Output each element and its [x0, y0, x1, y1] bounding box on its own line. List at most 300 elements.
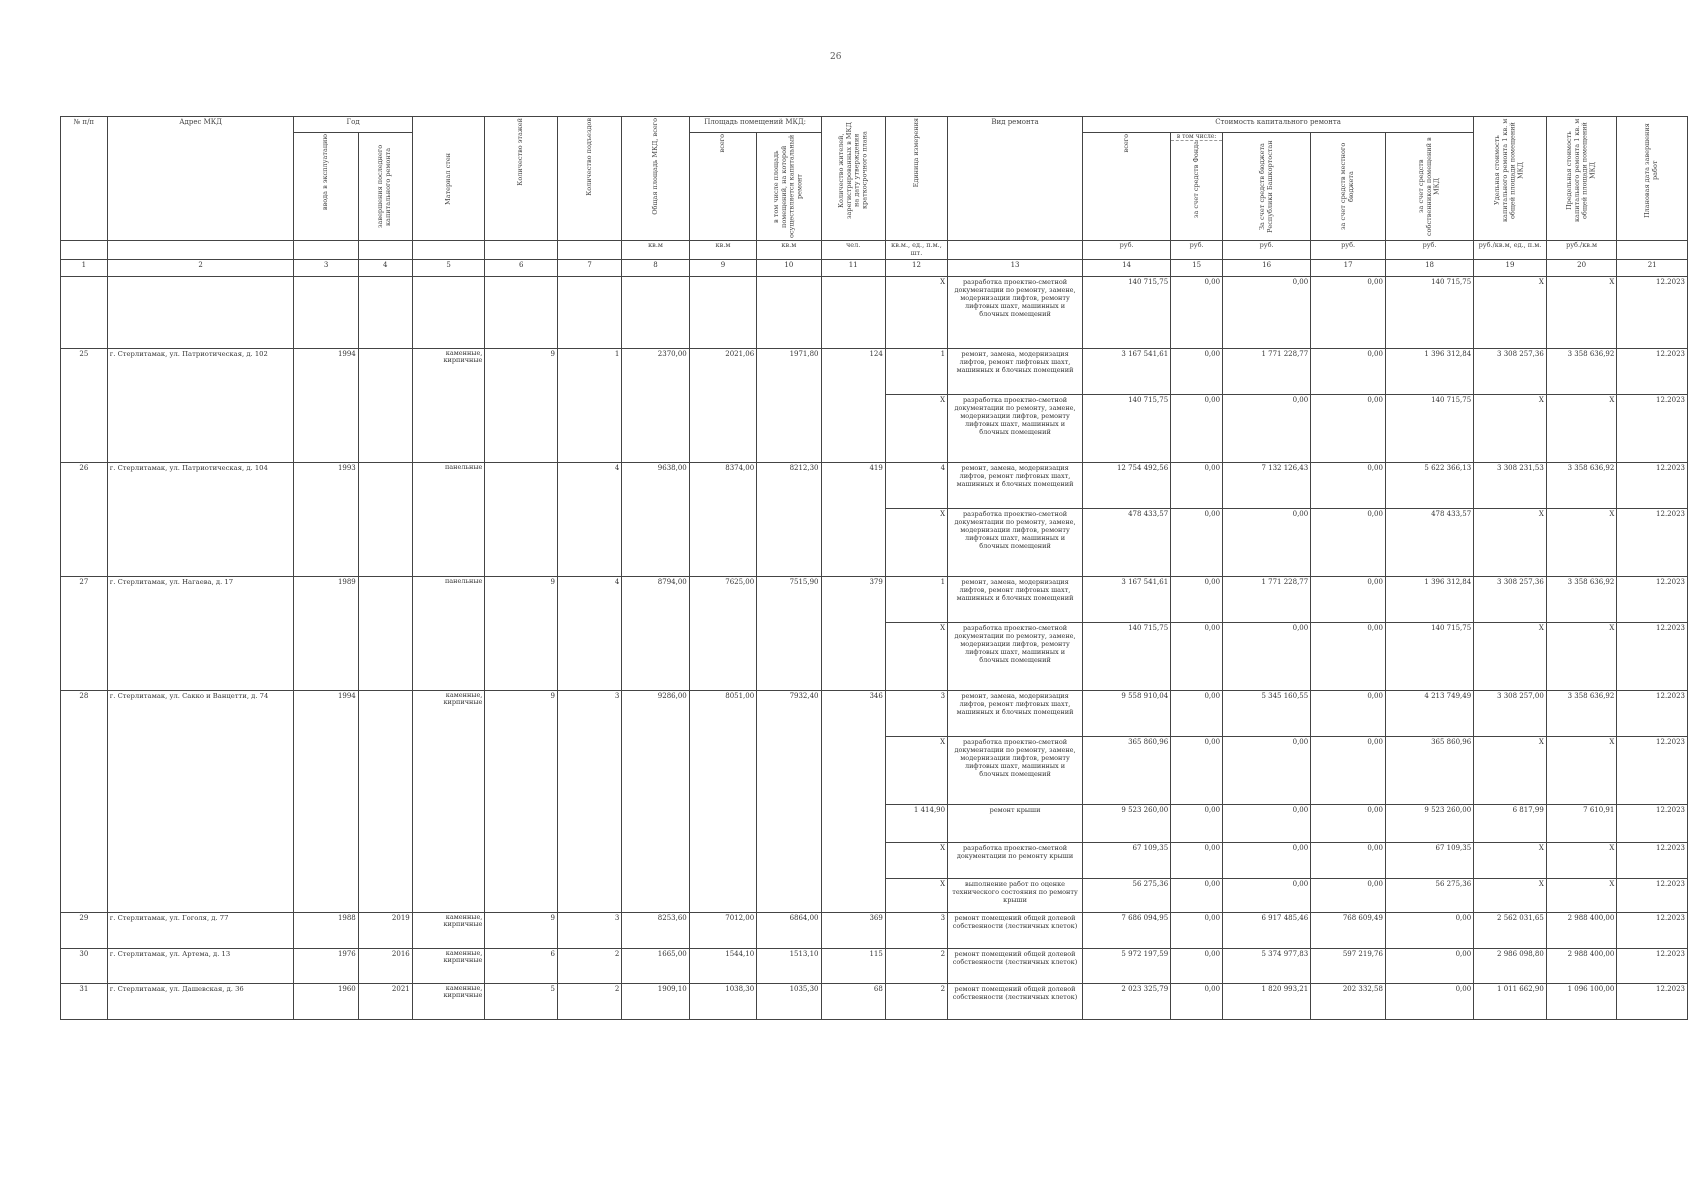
max-cost: 3 358 636,92 — [1546, 462, 1617, 508]
residents-count: 115 — [821, 948, 885, 983]
specific-cost: X — [1474, 736, 1547, 804]
hdr-cost-group: Стоимость капитального ремонта — [1082, 117, 1473, 133]
year-built: 1960 — [294, 983, 358, 1019]
column-number: 18 — [1385, 259, 1473, 276]
cost-fund: 0,00 — [1171, 948, 1223, 983]
hdr-cost-total: всего — [1121, 134, 1130, 153]
house-number: 30 — [61, 948, 108, 983]
hdr-wall-material: Материал стен — [443, 152, 452, 205]
year-last-repair — [358, 690, 412, 912]
hdr-floors: Количество этажей — [516, 118, 525, 186]
unit-cell: чел. — [821, 241, 885, 260]
premises-total: 7625,00 — [689, 576, 756, 690]
cost-republic: 0,00 — [1223, 736, 1311, 804]
hdr-work-type: Вид ремонта — [948, 117, 1083, 241]
planned-date: 12.2023 — [1617, 983, 1688, 1019]
unit-cell: кв.м — [622, 241, 689, 260]
premises-repair: 8212,30 — [757, 462, 821, 576]
cost-total: 7 686 094,95 — [1082, 912, 1170, 948]
entrances-count: 4 — [557, 462, 621, 576]
cost-fund: 0,00 — [1171, 983, 1223, 1019]
table-row — [61, 462, 1688, 508]
hdr-address: Адрес МКД — [107, 117, 294, 241]
specific-cost: 6 817,99 — [1474, 804, 1547, 842]
cost-local: 0,00 — [1311, 576, 1386, 622]
max-cost: 3 358 636,92 — [1546, 348, 1617, 394]
column-number: 14 — [1082, 259, 1170, 276]
cost-total: 140 715,75 — [1082, 622, 1170, 690]
work-type: ремонт крыши — [948, 804, 1083, 842]
house-number: 25 — [61, 348, 108, 462]
cost-owners: 4 213 749,49 — [1385, 690, 1473, 736]
work-unit: X — [885, 878, 947, 912]
cost-republic: 1 771 228,77 — [1223, 348, 1311, 394]
unit-cell: руб. — [1082, 241, 1170, 260]
cost-fund: 0,00 — [1171, 736, 1223, 804]
max-cost: 7 610,91 — [1546, 804, 1617, 842]
cost-republic: 0,00 — [1223, 842, 1311, 878]
cost-owners: 5 622 366,13 — [1385, 462, 1473, 508]
house-number — [61, 276, 108, 348]
cost-fund: 0,00 — [1171, 804, 1223, 842]
entrances-count: 3 — [557, 912, 621, 948]
work-unit: 3 — [885, 912, 947, 948]
work-unit: X — [885, 508, 947, 576]
house-number: 31 — [61, 983, 108, 1019]
year-last-repair — [358, 462, 412, 576]
work-type: разработка проектно-сметной документации по ремонту, замене, модернизации лифтов, ремонту лифтовых шахт, машинных и блочных помещений — [948, 276, 1083, 348]
cost-owners: 56 275,36 — [1385, 878, 1473, 912]
area-total: 9638,00 — [622, 462, 689, 576]
work-unit: 1 — [885, 348, 947, 394]
column-number: 8 — [622, 259, 689, 276]
hdr-num: № п/п — [61, 117, 108, 241]
cost-fund: 0,00 — [1171, 878, 1223, 912]
work-unit: X — [885, 276, 947, 348]
column-number: 17 — [1311, 259, 1386, 276]
house-address: г. Стерлитамак, ул. Патриотическая, д. 102 — [107, 348, 294, 462]
hdr-total-area: Общая площадь МКД, всего — [650, 118, 659, 215]
cost-fund: 0,00 — [1171, 394, 1223, 462]
cost-owners: 67 109,35 — [1385, 842, 1473, 878]
year-built: 1976 — [294, 948, 358, 983]
house-number: 27 — [61, 576, 108, 690]
unit-cell: руб. — [1385, 241, 1473, 260]
cost-local: 0,00 — [1311, 736, 1386, 804]
cost-local: 0,00 — [1311, 276, 1386, 348]
residents-count: 369 — [821, 912, 885, 948]
specific-cost: 2 562 031,65 — [1474, 912, 1547, 948]
planned-date: 12.2023 — [1617, 508, 1688, 576]
cost-local: 597 219,76 — [1311, 948, 1386, 983]
cost-republic: 0,00 — [1223, 276, 1311, 348]
max-cost: X — [1546, 622, 1617, 690]
work-unit: X — [885, 842, 947, 878]
house-address: г. Стерлитамак, ул. Артема, д. 13 — [107, 948, 294, 983]
page-number: 26 — [830, 52, 842, 62]
cost-owners: 0,00 — [1385, 948, 1473, 983]
cost-total: 9 558 910,04 — [1082, 690, 1170, 736]
cost-fund: 0,00 — [1171, 622, 1223, 690]
unit-cell: кв.м — [757, 241, 821, 260]
area-total: 8253,60 — [622, 912, 689, 948]
hdr-cost-owners: за счет средств собственников помещений в МКД — [1416, 137, 1441, 236]
table-row — [61, 348, 1688, 394]
unit-cell: руб./кв.м, ед., п.м. — [1474, 241, 1547, 260]
units-row — [61, 241, 1688, 260]
cost-total: 56 275,36 — [1082, 878, 1170, 912]
cost-fund: 0,00 — [1171, 508, 1223, 576]
year-built: 1993 — [294, 462, 358, 576]
planned-date: 12.2023 — [1617, 622, 1688, 690]
cost-total: 365 860,96 — [1082, 736, 1170, 804]
max-cost: 3 358 636,92 — [1546, 690, 1617, 736]
year-built: 1994 — [294, 348, 358, 462]
specific-cost: X — [1474, 508, 1547, 576]
column-number: 1 — [61, 259, 108, 276]
residents-count: 346 — [821, 690, 885, 912]
specific-cost: X — [1474, 276, 1547, 348]
year-built: 1988 — [294, 912, 358, 948]
hdr-specific-cost: Удельная стоимость капитального ремонта 1 кв. м общей площади помещений МКД — [1493, 118, 1525, 223]
planned-date: 12.2023 — [1617, 394, 1688, 462]
cost-republic: 5 345 160,55 — [1223, 690, 1311, 736]
cost-republic: 1 820 993,21 — [1223, 983, 1311, 1019]
hdr-unit-measure: Единица измерения — [911, 118, 920, 188]
unit-cell: руб. — [1223, 241, 1311, 260]
wall-material: каменные, кирпичные — [412, 690, 485, 912]
house-address: г. Стерлитамак, ул. Сакко и Ванцетти, д. 74 — [107, 690, 294, 912]
hdr-premises-total: всего — [718, 134, 727, 153]
cost-local: 0,00 — [1311, 878, 1386, 912]
cost-local: 0,00 — [1311, 348, 1386, 394]
column-number: 4 — [358, 259, 412, 276]
floors-count: 5 — [485, 983, 558, 1019]
premises-total: 1544,10 — [689, 948, 756, 983]
cost-total: 140 715,75 — [1082, 276, 1170, 348]
unit-cell: руб./кв.м — [1546, 241, 1617, 260]
column-number: 9 — [689, 259, 756, 276]
premises-repair: 1035,30 — [757, 983, 821, 1019]
work-type: ремонт помещений общей долевой собственности (лестничных клеток) — [948, 948, 1083, 983]
area-total: 8794,00 — [622, 576, 689, 690]
area-total: 1665,00 — [622, 948, 689, 983]
cost-owners: 140 715,75 — [1385, 622, 1473, 690]
planned-date: 12.2023 — [1617, 736, 1688, 804]
premises-repair: 1971,80 — [757, 348, 821, 462]
hdr-cost-republic: За счет средств бюджета Республики Башкортостан — [1257, 140, 1274, 233]
residents-count: 68 — [821, 983, 885, 1019]
max-cost: 3 358 636,92 — [1546, 576, 1617, 622]
planned-date: 12.2023 — [1617, 462, 1688, 508]
work-type: разработка проектно-сметной документации по ремонту крыши — [948, 842, 1083, 878]
premises-repair — [757, 276, 821, 348]
table-row — [61, 690, 1688, 736]
cost-total: 140 715,75 — [1082, 394, 1170, 462]
cost-republic: 0,00 — [1223, 878, 1311, 912]
cost-republic: 6 917 485,46 — [1223, 912, 1311, 948]
column-number: 7 — [557, 259, 621, 276]
wall-material — [412, 276, 485, 348]
hdr-premises-repair: в том числе площадь помещений, на которой осуществляется капитальный ремонт — [772, 134, 804, 239]
specific-cost: 3 308 257,36 — [1474, 348, 1547, 394]
year-last-repair — [358, 276, 412, 348]
cost-total: 12 754 492,56 — [1082, 462, 1170, 508]
hdr-year-commissioning: ввода в эксплуатацию — [321, 134, 330, 211]
hdr-cost-local: за счет средств местного бюджета — [1339, 142, 1356, 231]
work-unit: X — [885, 394, 947, 462]
cost-local: 0,00 — [1311, 622, 1386, 690]
hdr-cost-fund: за счет средств Фонда — [1191, 141, 1200, 219]
capital-repair-table — [60, 116, 1688, 1020]
house-number: 28 — [61, 690, 108, 912]
house-address: г. Стерлитамак, ул. Гоголя, д. 77 — [107, 912, 294, 948]
specific-cost: X — [1474, 394, 1547, 462]
planned-date: 12.2023 — [1617, 690, 1688, 736]
column-number: 20 — [1546, 259, 1617, 276]
planned-date: 12.2023 — [1617, 804, 1688, 842]
cost-total: 3 167 541,61 — [1082, 348, 1170, 394]
specific-cost: X — [1474, 842, 1547, 878]
hdr-residents: Количество жителей, зарегистрированных в МКД на дату утверждения краткосрочного плана — [836, 122, 868, 219]
residents-count: 379 — [821, 576, 885, 690]
premises-repair: 1513,10 — [757, 948, 821, 983]
specific-cost: X — [1474, 878, 1547, 912]
table-row — [61, 576, 1688, 622]
floors-count: 6 — [485, 948, 558, 983]
floors-count: 9 — [485, 912, 558, 948]
house-number: 29 — [61, 912, 108, 948]
max-cost: X — [1546, 276, 1617, 348]
cost-owners: 365 860,96 — [1385, 736, 1473, 804]
planned-date: 12.2023 — [1617, 878, 1688, 912]
work-type: ремонт, замена, модернизация лифтов, ремонт лифтовых шахт, машинных и блочных помещений — [948, 690, 1083, 736]
cost-local: 0,00 — [1311, 508, 1386, 576]
house-address: г. Стерлитамак, ул. Патриотическая, д. 104 — [107, 462, 294, 576]
specific-cost: 1 011 662,90 — [1474, 983, 1547, 1019]
column-number: 15 — [1171, 259, 1223, 276]
max-cost: 1 096 100,00 — [1546, 983, 1617, 1019]
work-type: ремонт помещений общей долевой собственности (лестничных клеток) — [948, 912, 1083, 948]
cost-total: 478 433,57 — [1082, 508, 1170, 576]
cost-republic: 5 374 977,83 — [1223, 948, 1311, 983]
column-number: 19 — [1474, 259, 1547, 276]
work-type: разработка проектно-сметной документации по ремонту, замене, модернизации лифтов, ремонту лифтовых шахт, машинных и блочных помещений — [948, 394, 1083, 462]
work-unit: 2 — [885, 948, 947, 983]
work-type: разработка проектно-сметной документации по ремонту, замене, модернизации лифтов, ремонту лифтовых шахт, машинных и блочных помещений — [948, 736, 1083, 804]
cost-local: 0,00 — [1311, 462, 1386, 508]
max-cost: 2 988 400,00 — [1546, 948, 1617, 983]
work-type: разработка проектно-сметной документации по ремонту, замене, модернизации лифтов, ремонту лифтовых шахт, машинных и блочных помещений — [948, 508, 1083, 576]
cost-republic: 7 132 126,43 — [1223, 462, 1311, 508]
premises-total — [689, 276, 756, 348]
wall-material: каменные, кирпичные — [412, 983, 485, 1019]
premises-total: 8051,00 — [689, 690, 756, 912]
cost-fund: 0,00 — [1171, 462, 1223, 508]
residents-count — [821, 276, 885, 348]
specific-cost: 3 308 257,00 — [1474, 690, 1547, 736]
work-unit: X — [885, 736, 947, 804]
entrances-count: 1 — [557, 348, 621, 462]
floors-count — [485, 276, 558, 348]
work-type: ремонт, замена, модернизация лифтов, ремонт лифтовых шахт, машинных и блочных помещений — [948, 576, 1083, 622]
work-type: разработка проектно-сметной документации по ремонту, замене, модернизации лифтов, ремонту лифтовых шахт, машинных и блочных помещений — [948, 622, 1083, 690]
specific-cost: 3 308 231,53 — [1474, 462, 1547, 508]
hdr-year-group: Год — [294, 117, 412, 133]
table-row — [61, 912, 1688, 948]
cost-owners: 9 523 260,00 — [1385, 804, 1473, 842]
cost-republic: 0,00 — [1223, 394, 1311, 462]
residents-count: 419 — [821, 462, 885, 576]
column-number: 3 — [294, 259, 358, 276]
hdr-premises-group: Площадь помещений МКД: — [689, 117, 821, 133]
cost-local: 768 609,49 — [1311, 912, 1386, 948]
year-last-repair: 2021 — [358, 983, 412, 1019]
planned-date: 12.2023 — [1617, 348, 1688, 394]
residents-count: 124 — [821, 348, 885, 462]
hdr-entrances: Количество подъездов — [584, 118, 593, 196]
max-cost: X — [1546, 878, 1617, 912]
hdr-year-last-repair: завершения последнего капитального ремонта — [376, 144, 393, 229]
cost-owners: 0,00 — [1385, 912, 1473, 948]
planned-date: 12.2023 — [1617, 276, 1688, 348]
year-built — [294, 276, 358, 348]
cost-republic: 0,00 — [1223, 622, 1311, 690]
cost-local: 202 332,58 — [1311, 983, 1386, 1019]
wall-material: каменные, кирпичные — [412, 948, 485, 983]
floors-count — [485, 462, 558, 576]
work-unit: 2 — [885, 983, 947, 1019]
cost-total: 3 167 541,61 — [1082, 576, 1170, 622]
house-number: 26 — [61, 462, 108, 576]
area-total: 2370,00 — [622, 348, 689, 462]
work-unit: 1 — [885, 576, 947, 622]
specific-cost: 2 986 098,80 — [1474, 948, 1547, 983]
house-address — [107, 276, 294, 348]
area-total — [622, 276, 689, 348]
max-cost: X — [1546, 508, 1617, 576]
cost-owners: 140 715,75 — [1385, 276, 1473, 348]
planned-date: 12.2023 — [1617, 912, 1688, 948]
floors-count: 9 — [485, 348, 558, 462]
cost-local: 0,00 — [1311, 394, 1386, 462]
planned-date: 12.2023 — [1617, 576, 1688, 622]
entrances-count: 2 — [557, 948, 621, 983]
entrances-count: 4 — [557, 576, 621, 690]
specific-cost: 3 308 257,36 — [1474, 576, 1547, 622]
work-type: ремонт помещений общей долевой собственности (лестничных клеток) — [948, 983, 1083, 1019]
cost-fund: 0,00 — [1171, 912, 1223, 948]
cost-fund: 0,00 — [1171, 276, 1223, 348]
floors-count: 9 — [485, 690, 558, 912]
year-built: 1989 — [294, 576, 358, 690]
year-last-repair — [358, 576, 412, 690]
premises-total: 7012,00 — [689, 912, 756, 948]
cost-local: 0,00 — [1311, 690, 1386, 736]
hdr-max-cost: Предельная стоимость капитального ремонта 1 кв. м общей площади помещений МКД — [1564, 118, 1597, 223]
column-number: 13 — [948, 259, 1083, 276]
entrances-count — [557, 276, 621, 348]
premises-repair: 7932,40 — [757, 690, 821, 912]
max-cost: X — [1546, 842, 1617, 878]
wall-material: панельные — [412, 462, 485, 576]
hdr-including: в том числе: — [1171, 133, 1222, 141]
table-row — [61, 276, 1688, 348]
cost-total: 67 109,35 — [1082, 842, 1170, 878]
house-address: г. Стерлитамак, ул. Нагаева, д. 17 — [107, 576, 294, 690]
area-total: 1909,10 — [622, 983, 689, 1019]
cost-fund: 0,00 — [1171, 842, 1223, 878]
column-number: 10 — [757, 259, 821, 276]
cost-local: 0,00 — [1311, 842, 1386, 878]
max-cost: X — [1546, 394, 1617, 462]
cost-fund: 0,00 — [1171, 690, 1223, 736]
work-unit: 3 — [885, 690, 947, 736]
table-row — [61, 948, 1688, 983]
column-number: 21 — [1617, 259, 1688, 276]
max-cost: X — [1546, 736, 1617, 804]
wall-material: каменные, кирпичные — [412, 912, 485, 948]
year-last-repair — [358, 348, 412, 462]
premises-repair: 7515,90 — [757, 576, 821, 690]
column-number: 6 — [485, 259, 558, 276]
entrances-count: 3 — [557, 690, 621, 912]
unit-cell: кв.м — [689, 241, 756, 260]
cost-total: 5 972 197,59 — [1082, 948, 1170, 983]
planned-date: 12.2023 — [1617, 842, 1688, 878]
premises-total: 8374,00 — [689, 462, 756, 576]
cost-owners: 1 396 312,84 — [1385, 348, 1473, 394]
specific-cost: X — [1474, 622, 1547, 690]
year-last-repair: 2016 — [358, 948, 412, 983]
work-unit: 4 — [885, 462, 947, 508]
work-type: ремонт, замена, модернизация лифтов, ремонт лифтовых шахт, машинных и блочных помещений — [948, 462, 1083, 508]
column-number: 5 — [412, 259, 485, 276]
floors-count: 9 — [485, 576, 558, 690]
column-number: 16 — [1223, 259, 1311, 276]
work-unit: 1 414,90 — [885, 804, 947, 842]
entrances-count: 2 — [557, 983, 621, 1019]
cost-republic: 0,00 — [1223, 804, 1311, 842]
cost-owners: 1 396 312,84 — [1385, 576, 1473, 622]
wall-material: каменные, кирпичные — [412, 348, 485, 462]
wall-material: панельные — [412, 576, 485, 690]
area-total: 9286,00 — [622, 690, 689, 912]
unit-cell: руб. — [1171, 241, 1223, 260]
cost-republic: 1 771 228,77 — [1223, 576, 1311, 622]
work-type: выполнение работ по оценке технического состояния по ремонту крыши — [948, 878, 1083, 912]
cost-republic: 0,00 — [1223, 508, 1311, 576]
cost-owners: 140 715,75 — [1385, 394, 1473, 462]
planned-date: 12.2023 — [1617, 948, 1688, 983]
cost-total: 2 023 325,79 — [1082, 983, 1170, 1019]
year-built: 1994 — [294, 690, 358, 912]
work-unit: X — [885, 622, 947, 690]
column-numbers-row — [61, 259, 1688, 276]
unit-cell: руб. — [1311, 241, 1386, 260]
unit-cell: кв.м., ед., п.м., шт. — [885, 241, 947, 260]
cost-fund: 0,00 — [1171, 576, 1223, 622]
cost-owners: 0,00 — [1385, 983, 1473, 1019]
cost-fund: 0,00 — [1171, 348, 1223, 394]
cost-total: 9 523 260,00 — [1082, 804, 1170, 842]
work-type: ремонт, замена, модернизация лифтов, ремонт лифтовых шахт, машинных и блочных помещений — [948, 348, 1083, 394]
premises-total: 2021,06 — [689, 348, 756, 462]
year-last-repair: 2019 — [358, 912, 412, 948]
hdr-planned-date: Плановая дата завершения работ — [1643, 123, 1660, 218]
cost-owners: 478 433,57 — [1385, 508, 1473, 576]
table-row — [61, 983, 1688, 1019]
